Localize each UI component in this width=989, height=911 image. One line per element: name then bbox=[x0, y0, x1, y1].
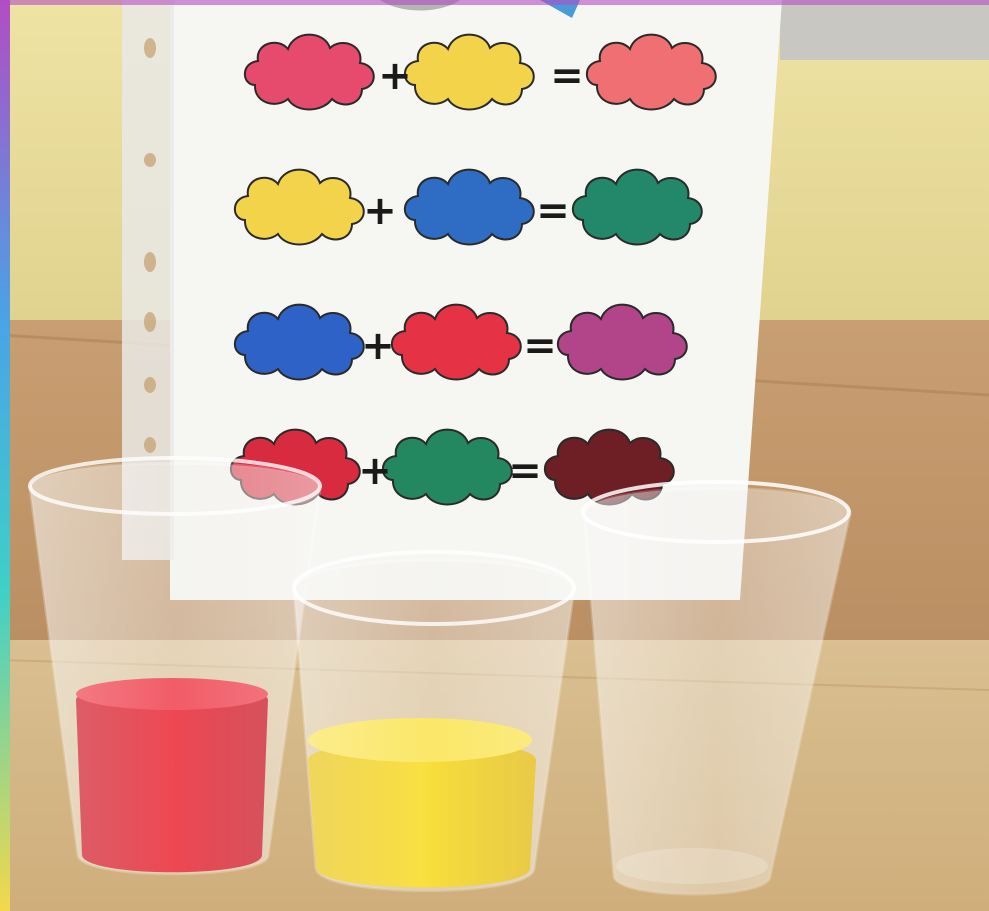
equals-sign-row-2: = bbox=[536, 188, 570, 234]
cloud-result-row-3 bbox=[558, 305, 687, 380]
cloud-result-row-1 bbox=[587, 35, 716, 110]
cloud-left-row-1 bbox=[245, 35, 374, 110]
cloud-right-row-3 bbox=[392, 305, 521, 380]
board-edge bbox=[780, 0, 989, 60]
frame-top bbox=[0, 0, 989, 5]
cloud-result-row-2 bbox=[573, 170, 702, 245]
cloud-right-row-2 bbox=[405, 170, 534, 245]
cup-yellow-paint bbox=[294, 552, 574, 891]
plus-sign-row-1: + bbox=[378, 53, 412, 99]
plus-sign-row-2: + bbox=[363, 188, 397, 234]
equals-sign-row-3: = bbox=[523, 323, 557, 369]
cloud-right-row-4 bbox=[383, 430, 512, 505]
equals-sign-row-1: = bbox=[550, 53, 584, 99]
equals-sign-row-4: = bbox=[508, 448, 542, 494]
plus-sign-row-3: + bbox=[361, 323, 395, 369]
cloud-left-row-3 bbox=[235, 305, 364, 380]
cloud-left-row-2 bbox=[235, 170, 364, 245]
cloud-right-row-1 bbox=[405, 35, 534, 110]
rainbow-frame-left bbox=[0, 0, 10, 911]
plus-sign-row-4: + bbox=[358, 448, 392, 494]
